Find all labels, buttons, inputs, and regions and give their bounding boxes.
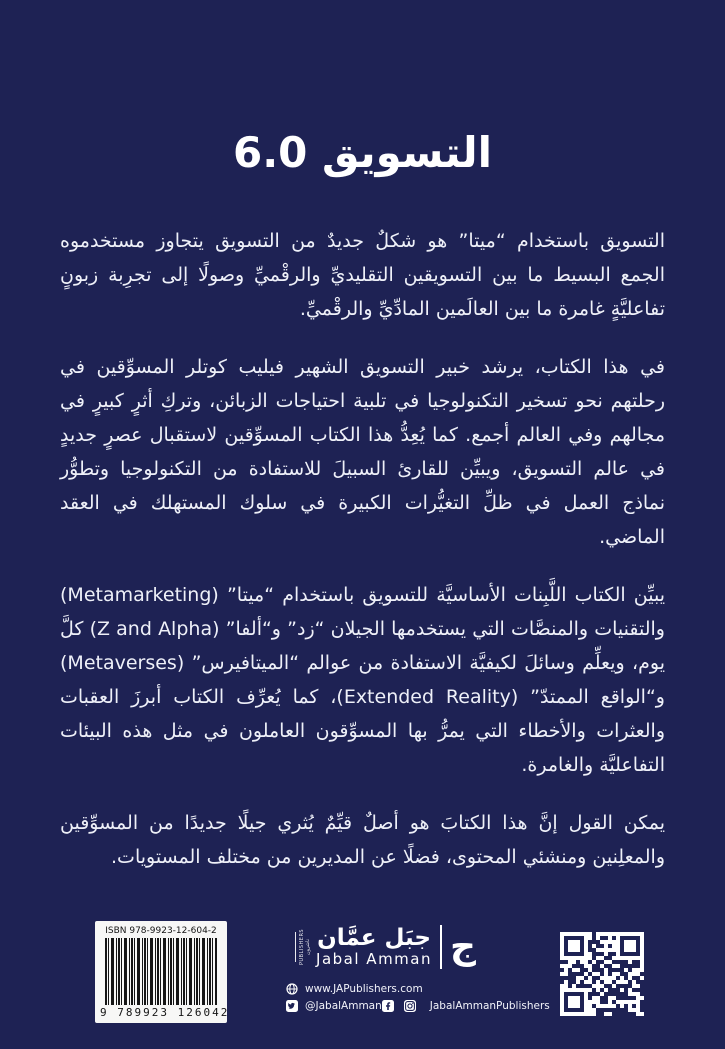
fb-ig-handle: JabalAmmanPublishers <box>429 1000 550 1012</box>
back-cover-blurb <box>60 224 665 898</box>
publisher-vertical-label <box>295 928 312 966</box>
isbn-barcode <box>95 921 230 1023</box>
twitter-icon <box>286 1000 298 1012</box>
barcode-bars <box>105 938 217 1005</box>
facebook-icon <box>382 1000 394 1012</box>
instagram-icon <box>404 1000 416 1012</box>
blurb-paragraph-3: يبيِّن الكتاب اللَّبِنات الأساسيَّة للتسويق باستخدام “ميتا” (Metamarketing) والتقنيات والمنصَّات التي يستخدمها الجيلان “زد” و“ألفا” (Z and Alpha) كلَّ يوم، ويعلِّم وسائلَ لكيفيَّة الاستفادة من عوالم “الميتافيرس” (Metaverses) و“الواقع الممتدّ” (Extended Reality)، كما يُعرِّف الكتاب أبرزَ العقبات والعثرات والأخطاء التي يمرُّ بها المسوِّقون العاملون في مثل هذه البيئات التفاعليَّة والغامرة. <box>60 584 665 776</box>
social-links <box>278 983 550 1012</box>
website-url: www.JAPublishers.com <box>305 983 423 995</box>
blurb-paragraph-2: في هذا الكتاب، يرشد خبير التسويق الشهير فيليب كوتلر المسوِّقين في رحلتهم نحو تسخير التكنولوجيا في تلبية احتياجات الزبائن، وتركِ أثرٍ كبيرٍ في مجالهم وفي العالم أجمع. كما يُعِدُّ هذا الكتاب المسوِّقين لاستقبال عصرٍ جديدٍ في عالم التسويق، ويبيِّن للقارئ السبيلَ للاستفادة من التكنولوجيا وتطوُّر نماذج العمل في ظلِّ التغيُّرات الكبيرة في سلوك المستهلك في العقد الماضي. <box>60 356 665 548</box>
publisher-names <box>316 927 432 967</box>
book-title: التسويق 6.0 <box>232 128 493 177</box>
publisher-logo-mark-icon: ج <box>450 926 476 967</box>
blurb-paragraph-1: التسويق باستخدام “ميتا” هو شكلٌ جديدٌ من التسويق يتجاوز مستخدموه الجمع البسيط ما بين التسويقين التقليديِّ والرقْميِّ وصولًا إلى تجرِبة زبونٍ تفاعليَّةٍ غامرة ما بين العالَمين المادِّيِّ والرقْميِّ. <box>60 230 665 320</box>
logo-divider <box>440 925 442 969</box>
publisher-vertical-label-ar: ناشرون <box>305 939 312 955</box>
isbn-label: ISBN 978-9923-12-604-2 <box>105 926 217 936</box>
publisher-name-arabic: جبَل عمَّان <box>317 925 431 951</box>
globe-icon <box>286 983 298 995</box>
website-row <box>286 983 493 995</box>
blurb-paragraph-4: يمكن القول إنَّ هذا الكتابَ هو أصلٌ قيِّمٌ يُثري جيلًا جديدًا من المسوِّقين والمعلِنين ومنشئي المحتوى، فضلًا عن المديرين من مختلف المستويات. <box>60 812 665 868</box>
publisher-name-latin: Jabal Amman <box>316 950 432 968</box>
publisher-logo <box>278 920 493 974</box>
handles-row <box>286 1000 550 1012</box>
publisher-block <box>278 920 550 1017</box>
qr-code <box>560 932 644 1016</box>
isbn-digits: 9 789923 126042 <box>100 1006 230 1019</box>
publisher-vertical-label-en: PUBLISHERS <box>299 928 306 966</box>
twitter-handle: @JabalAmman <box>305 1000 382 1012</box>
